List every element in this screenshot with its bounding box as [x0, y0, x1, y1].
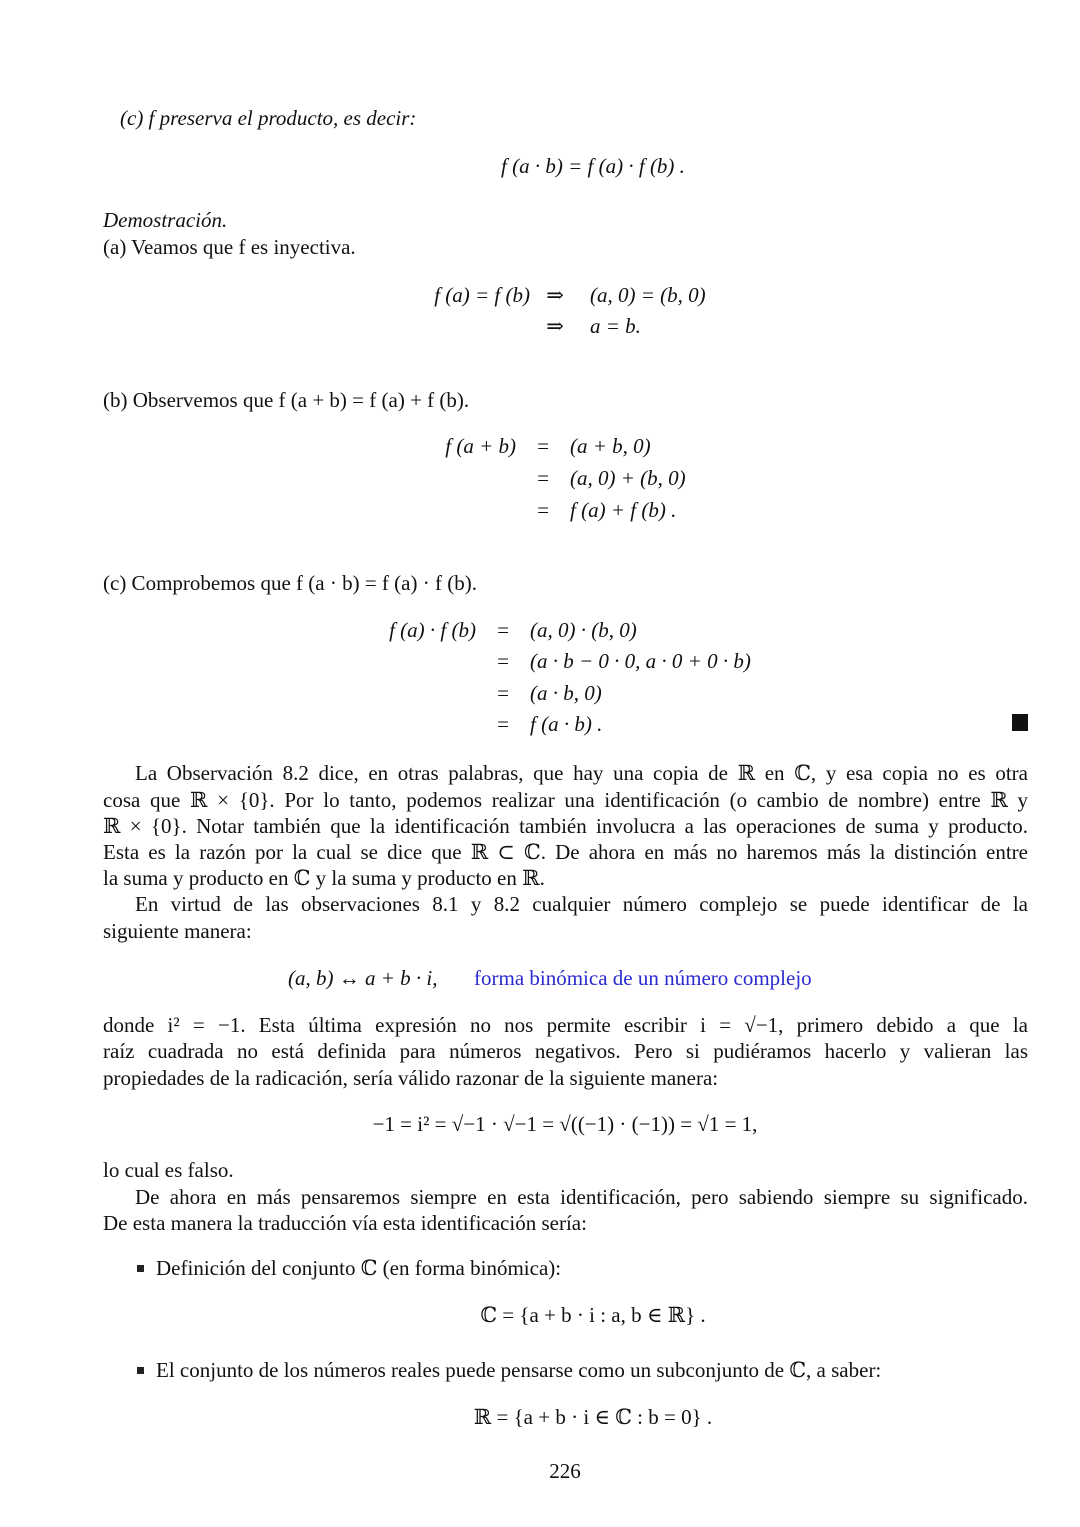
eq-c-op-2: = [497, 681, 509, 705]
eq-b-lhs-0: f (a + b) [445, 434, 516, 458]
part-c-intro: (c) Comprobemos que f (a · b) = f (a) · f (b). [103, 571, 477, 595]
binomial-form-note: forma binómica de un número complejo [474, 966, 812, 990]
eq-c-op-3: = [497, 712, 509, 736]
bullet-item-equation: ℝ = {a + b · i ∈ ℂ : b = 0} . [473, 1405, 713, 1429]
eq-c-lhs-0: f (a) · f (b) [389, 618, 476, 642]
bullet-icon [137, 1367, 144, 1374]
page-number: 226 [549, 1459, 581, 1483]
bullet-item-equation: ℂ = {a + b · i : a, b ∈ ℝ} . [480, 1303, 706, 1327]
eq-a-rhs-0: (a, 0) = (b, 0) [590, 283, 706, 307]
paragraph-2-line: siguiente manera: [103, 919, 252, 943]
eq-b-op-2: = [537, 498, 549, 522]
qed-square-icon [1012, 714, 1028, 731]
paragraph-1-line: cosa que ℝ × {0}. Por lo tanto, podemos realizar una identificación (o cambio de nombre) entre ℝ y [103, 788, 1028, 812]
paragraph-4-line: De ahora en más pensaremos siempre en esta identificación, pero sabiendo siempre su significado. [135, 1185, 1028, 1209]
eq-c-op-0: = [497, 618, 509, 642]
eq-c-rhs-1: (a · b − 0 · 0, a · 0 + 0 · b) [530, 649, 751, 673]
eq-a-rhs-1: a = b. [590, 314, 641, 338]
paragraph-3-line: propiedades de la radicación, sería válido razonar de la siguiente manera: [103, 1066, 719, 1090]
eq-c-rhs-0: (a, 0) · (b, 0) [530, 618, 637, 642]
part-b-intro: (b) Observemos que f (a + b) = f (a) + f (b). [103, 388, 470, 412]
sqrt-equation: −1 = i² = √−1 · √−1 = √((−1) · (−1)) = √1 = 1, [372, 1112, 758, 1136]
paragraph-2-line: En virtud de las observaciones 8.1 y 8.2 cualquier número complejo se puede identificar de la [135, 892, 1028, 916]
false-line: lo cual es falso. [103, 1158, 234, 1182]
eq-b-op-1: = [537, 466, 549, 490]
eq-a-op-1: ⇒ [546, 314, 564, 338]
eq-c-op-1: = [497, 649, 509, 673]
proof-label: Demostración. [103, 208, 228, 232]
paragraph-1-line: ℝ × {0}. Notar también que la identificación también involucra a las operaciones de suma y producto. [103, 814, 1028, 838]
paragraph-3-line: raíz cuadrada no está definida para números negativos. Pero si pudiéramos hacerlo y valieran las [103, 1039, 1028, 1063]
paragraph-1-line: La Observación 8.2 dice, en otras palabras, que hay una copia de ℝ en ℂ, y esa copia no es otra [135, 761, 1028, 785]
binomial-equation: (a, b) ↔ a + b · i, [288, 966, 438, 990]
bullet-icon [137, 1265, 144, 1272]
part-a-intro: (a) Veamos que f es inyectiva. [103, 235, 356, 259]
bullet-item-text: El conjunto de los números reales puede pensarse como un subconjunto de ℂ, a saber: [156, 1358, 882, 1382]
theorem-equation-c: f (a · b) = f (a) · f (b) . [501, 154, 685, 178]
eq-b-rhs-2: f (a) + f (b) . [570, 498, 677, 522]
paragraph-3-line: donde i² = −1. Esta última expresión no nos permite escribir i = √−1, primero debido a que la [103, 1013, 1028, 1037]
eq-b-op-0: = [537, 434, 549, 458]
eq-c-rhs-2: (a · b, 0) [530, 681, 602, 705]
paragraph-1-line: Esta es la razón por la cual se dice que ℝ ⊂ ℂ. De ahora en más no haremos más la distinción entre [103, 840, 1028, 864]
eq-b-rhs-1: (a, 0) + (b, 0) [570, 466, 686, 490]
paragraph-4-line: De esta manera la traducción vía esta identificación sería: [103, 1211, 587, 1235]
eq-a-lhs-0: f (a) = f (b) [434, 283, 530, 307]
bullet-item-text: Definición del conjunto ℂ (en forma binómica): [156, 1256, 562, 1280]
eq-c-rhs-3: f (a · b) . [530, 712, 603, 736]
theorem-item-c: (c) f preserva el producto, es decir: [120, 106, 417, 130]
eq-b-rhs-0: (a + b, 0) [570, 434, 651, 458]
eq-a-op-0: ⇒ [546, 283, 564, 307]
paragraph-1-line: la suma y producto en ℂ y la suma y producto en ℝ. [103, 866, 545, 890]
